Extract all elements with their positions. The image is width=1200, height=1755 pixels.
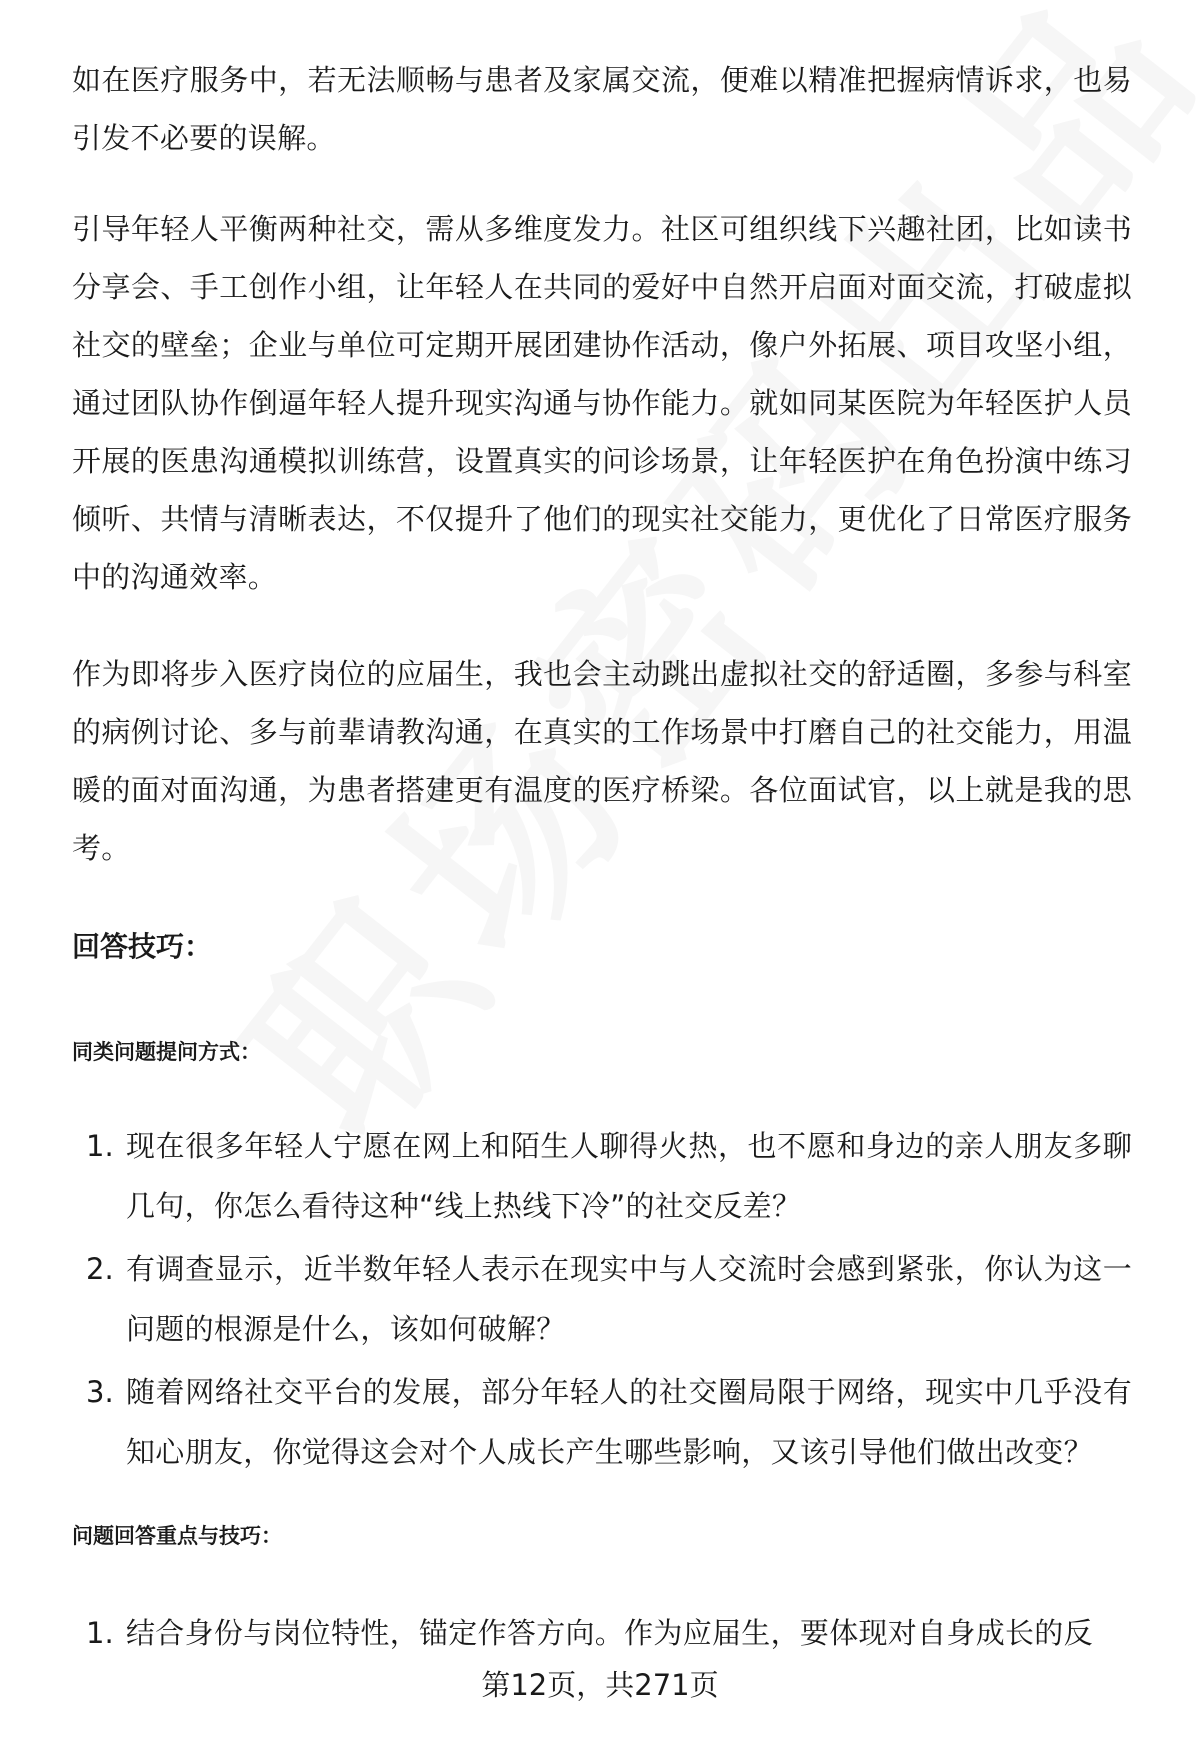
key-points-heading: 问题回答重点与技巧： bbox=[72, 1524, 282, 1548]
paragraph-1: 如在医疗服务中，若无法顺畅与患者及家属交流，便难以精准把握病情诉求，也易引发不必要的误解。 bbox=[72, 63, 1132, 155]
list-item bbox=[0, 1239, 1200, 1359]
similar-questions-heading: 同类问题提问方式： bbox=[72, 1040, 261, 1064]
list-item bbox=[0, 1116, 1200, 1236]
list-item-text: 现在很多年轻人宁愿在网上和陌生人聊得火热，也不愿和身边的亲人朋友多聊几句，你怎么看待这种“线上热线下冷”的社交反差？ bbox=[126, 1129, 1132, 1223]
paragraph-3: 作为即将步入医疗岗位的应届生，我也会主动跳出虚拟社交的舒适圈，多参与科室的病例讨论、多与前辈请教沟通，在真实的工作场景中打磨自己的社交能力，用温暖的面对面沟通，为患者搭建更有温度的医疗桥梁。各位面试官，以上就是我的思考。 bbox=[72, 657, 1132, 865]
page-number-footer: 第12页，共271页 bbox=[481, 1668, 719, 1702]
list-item-number: 2. bbox=[86, 1252, 114, 1286]
list-item-text: 结合身份与岗位特性，锚定作答方向。作为应届生，要体现对自身成长的反 bbox=[126, 1616, 1093, 1650]
list-item-number: 3. bbox=[86, 1375, 114, 1409]
list-item-text: 有调查显示，近半数年轻人表示在现实中与人交流时会感到紧张，你认为这一问题的根源是什么，该如何破解？ bbox=[126, 1252, 1132, 1346]
list-item-number: 1. bbox=[86, 1616, 114, 1650]
key-points-list bbox=[0, 1603, 1200, 1666]
section-title: 回答技巧： bbox=[72, 930, 213, 963]
list-item-text: 随着网络社交平台的发展，部分年轻人的社交圈局限于网络，现实中几乎没有知心朋友，你觉得这会对个人成长产生哪些影响，又该引导他们做出改变？ bbox=[126, 1375, 1132, 1469]
list-item bbox=[0, 1603, 1200, 1663]
list-item-number: 1. bbox=[86, 1129, 114, 1163]
similar-questions-list bbox=[0, 1116, 1200, 1485]
list-item bbox=[0, 1362, 1200, 1482]
paragraph-2: 引导年轻人平衡两种社交，需从多维度发力。社区可组织线下兴趣社团，比如读书分享会、手工创作小组，让年轻人在共同的爱好中自然开启面对面交流，打破虚拟社交的壁垒；企业与单位可定期开展团建协作活动，像户外拓展、项目攻坚小组，通过团队协作倒逼年轻人提升现实沟通与协作能力。就如同某医院为年轻医护人员开展的医患沟通模拟训练营，设置真实的问诊场景，让年轻医护在角色扮演中练习倾听、共情与清晰表达，不仅提升了他们的现实社交能力，更优化了日常医疗服务中的沟通效率。 bbox=[72, 212, 1132, 594]
